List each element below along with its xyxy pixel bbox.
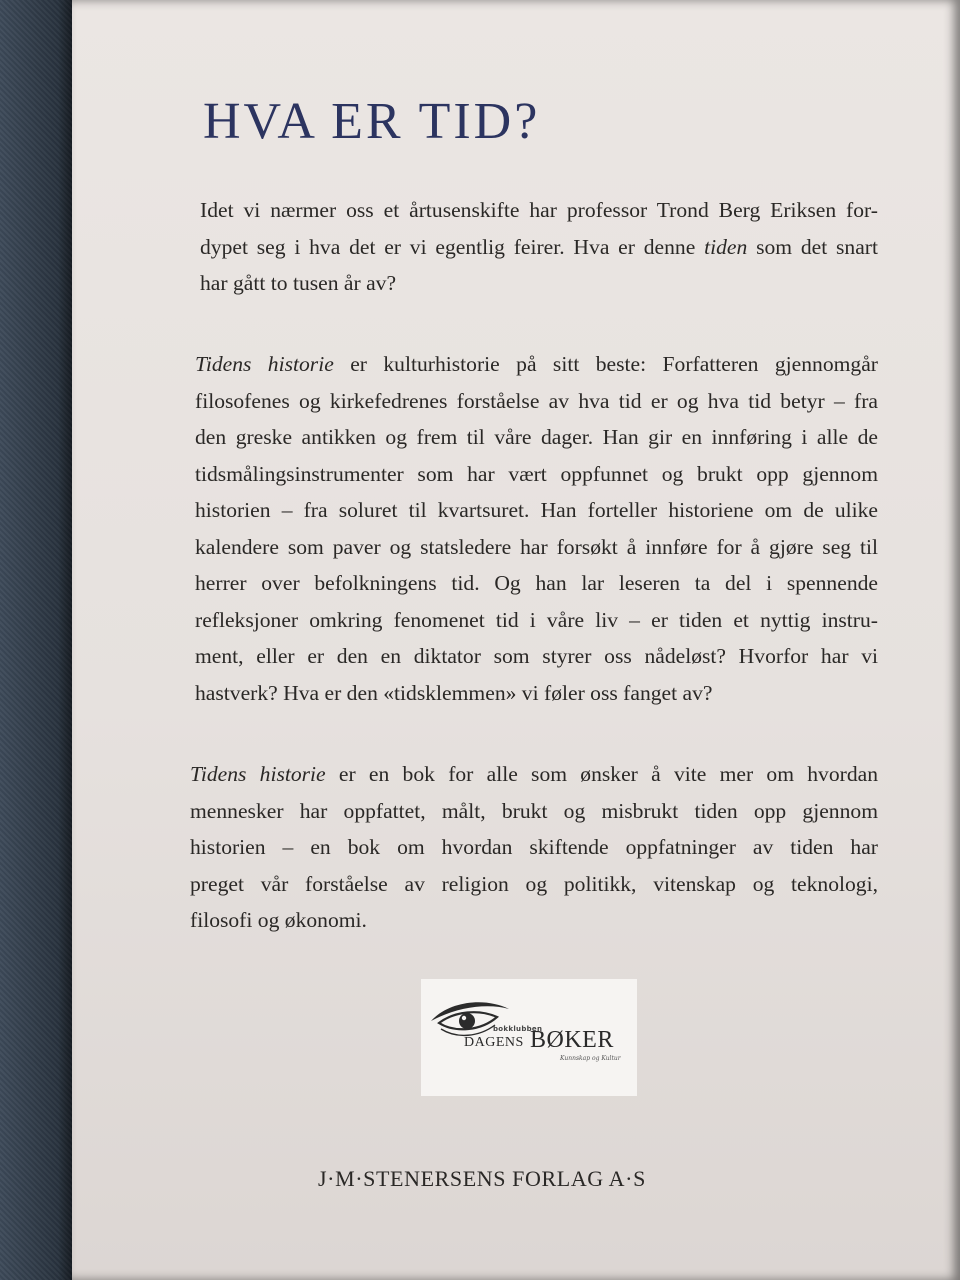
text-line: tidsmålingsinstrumenter som har vært oppfunnet og brukt opp gjennom [195, 461, 878, 486]
summary-paragraph [190, 756, 878, 939]
publisher-name: J·M·STENERSENS FORLAG A·S [318, 1166, 646, 1191]
logo-dagens-text: DAGENS [464, 1035, 524, 1050]
description-paragraph [195, 346, 878, 711]
italic-text: Tidens historie [195, 352, 334, 376]
text-line: preget vår forståelse av religion og politikk, vitenskap og teknologi, [190, 871, 878, 896]
text-line: refleksjoner omkring fenomenet tid i våre liv – er tiden et nyttig instru- [195, 607, 878, 632]
intro-paragraph [200, 192, 878, 302]
text-line: Tidens historie er kulturhistorie på sitt beste: Forfatteren gjennomgår [195, 352, 878, 376]
text-line: mennesker har oppfattet, målt, brukt og misbrukt tiden opp gjennom [190, 798, 878, 823]
text-line: historien – en bok om hvordan skiftende oppfatninger av tiden har [190, 835, 878, 859]
text-line: ment, eller er den en diktator som styrer oss nådeløst? Hvorfor har vi [195, 644, 878, 668]
text-line: har gått to tusen år av? [200, 271, 397, 295]
logo-boker-text: BØKER [530, 1027, 614, 1053]
text-line: filosofi og økonomi. [190, 908, 367, 932]
book-title: HVA ER TID? [203, 93, 541, 150]
logo-tagline: Kunnskap og Kultur [560, 1055, 621, 1062]
logo-bokklubben-text: bokklubben [493, 1025, 543, 1033]
text-line: kalendere som paver og statsledere har forsøkt å innføre for å gjøre seg til [195, 534, 878, 559]
text-line: filosofenes og kirkefedrenes forståelse av hva tid er og hva tid betyr – fra [195, 388, 878, 413]
text-line: hastverk? Hva er den «tidsklemmen» vi føler oss fanget av? [195, 680, 713, 705]
text-line: historien – fra soluret til kvartsuret. Han forteller historiene om de ulike [195, 498, 878, 522]
text-line: herrer over befolkningens tid. Og han lar leseren ta del i spennende [195, 571, 878, 595]
italic-text: Tidens historie [190, 762, 326, 786]
italic-text: tiden [704, 234, 748, 259]
text-line: dypet seg i hva det er vi egentlig feirer. Hva er denne tiden som det snart [200, 234, 878, 259]
text-line: Tidens historie er en bok for alle som ønsker å vite mer om hvordan [190, 762, 878, 786]
text-line: Idet vi nærmer oss et årtusenskifte har professor Trond Berg Eriksen for- [200, 198, 878, 222]
text-line: den greske antikken og frem til våre dager. Han gir en innføring i alle de [195, 425, 878, 449]
